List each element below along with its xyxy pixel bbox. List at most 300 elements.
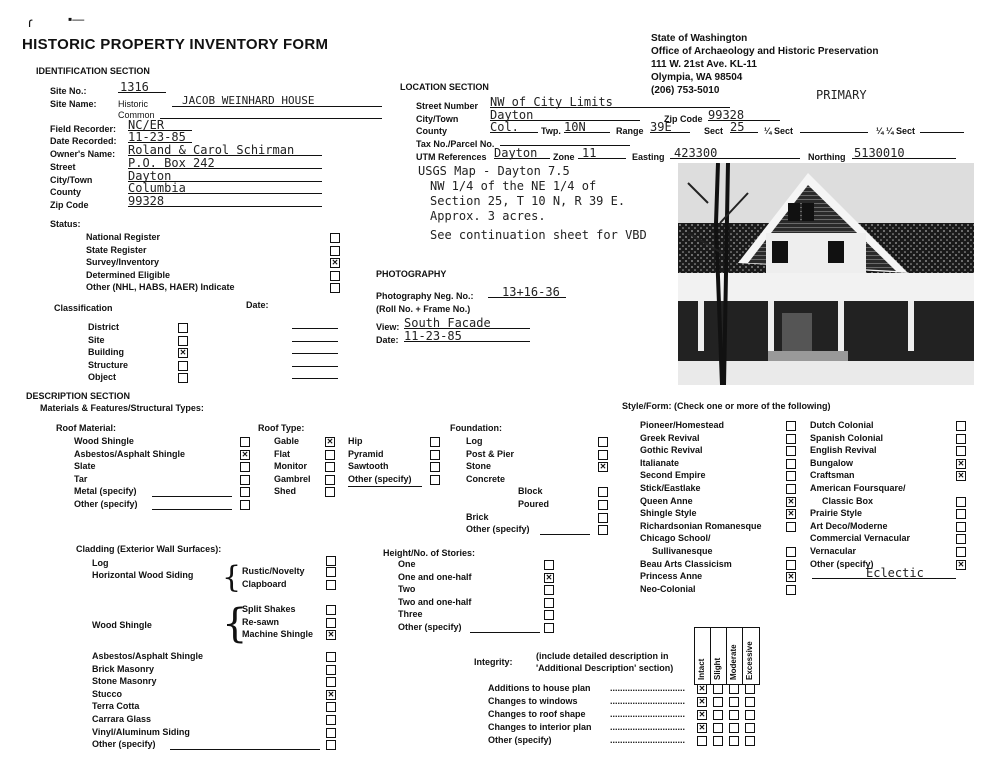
integrity-note-line: 'Additional Description' section) [536, 663, 674, 673]
loc-zip-value: 99328 [708, 108, 745, 122]
cladding-label: Carrara Glass [92, 714, 152, 724]
roof-type-checkbox[interactable] [430, 437, 440, 447]
classification-item-checkbox[interactable] [178, 336, 188, 346]
easting-line[interactable] [670, 146, 800, 159]
sect-value: 25 [730, 120, 745, 134]
foundation-checkbox[interactable] [598, 437, 608, 447]
classification-item-checkbox[interactable] [178, 348, 188, 358]
corner-dash: ▪— [68, 12, 85, 26]
roof-type-label: Hip [348, 436, 363, 446]
street-number-value: NW of City Limits [490, 95, 613, 109]
integrity-checkbox[interactable] [697, 684, 707, 694]
classification-item-checkbox[interactable] [178, 323, 188, 333]
utm-value: Dayton [494, 146, 538, 160]
integrity-checkbox[interactable] [713, 723, 723, 733]
tax-parcel-line[interactable] [500, 133, 630, 146]
style-checkbox[interactable] [956, 560, 966, 570]
classification-date-line[interactable] [292, 341, 338, 342]
style-checkbox[interactable] [786, 522, 796, 532]
style-checkbox[interactable] [956, 434, 966, 444]
style-checkbox[interactable] [786, 585, 796, 595]
integrity-col-header: Moderate [729, 644, 738, 680]
location-note-line: NW 1/4 of the NE 1/4 of [430, 179, 597, 193]
integrity-checkbox[interactable] [745, 684, 755, 694]
materials-title: Materials & Features/Structural Types: [40, 403, 204, 413]
style-label: Art Deco/Moderne [810, 520, 888, 531]
zone-label: Zone [553, 152, 575, 162]
status-item-label: State Register [86, 244, 147, 255]
cladding-label: Brick Masonry [92, 663, 155, 674]
status-title: Status: [50, 219, 81, 229]
foundation-label: Concrete [466, 473, 506, 484]
status-item-checkbox[interactable] [330, 246, 340, 256]
cladding-checkbox[interactable] [326, 652, 336, 662]
quarter-sect-line[interactable] [800, 120, 868, 133]
style-label: Queen Anne [640, 495, 693, 506]
owners-name-label: Owner's Name: [50, 149, 116, 159]
owner-county-value: Columbia [128, 181, 186, 195]
style-label: English Revival [810, 445, 877, 456]
easting-label: Easting [632, 152, 665, 162]
classification-item-label: District [88, 322, 120, 332]
foundation-label: Other (specify) [466, 524, 530, 535]
roof-type-specify-line[interactable] [348, 486, 422, 487]
range-value: 39E [650, 120, 672, 134]
cladding-ws-checkbox[interactable] [326, 630, 336, 640]
integrity-checkbox[interactable] [697, 697, 707, 707]
utm-label: UTM References [416, 152, 487, 162]
loc-county-label: County [416, 126, 447, 136]
cladding-hws-checkbox[interactable] [326, 567, 336, 577]
owners-name-value: Roland & Carol Schirman [128, 143, 295, 157]
cladding-ws-checkbox[interactable] [326, 605, 336, 615]
classification-date-line[interactable] [292, 366, 338, 367]
integrity-note [536, 650, 673, 674]
date-recorded-label: Date Recorded: [50, 136, 117, 146]
cladding-hws-label: Horizontal Wood Siding [92, 570, 194, 580]
roof-type-checkbox[interactable] [430, 450, 440, 460]
height-specify-line[interactable] [470, 632, 540, 633]
roof-material-checkbox[interactable] [240, 500, 250, 510]
height-label: Two [398, 584, 416, 595]
roof-type-checkbox[interactable] [430, 462, 440, 472]
house-photo [678, 163, 974, 385]
roof-type-label: Other (specify) [348, 473, 412, 484]
foundation-checkbox[interactable] [598, 487, 608, 497]
height-label: Two and one-half [398, 596, 472, 607]
roof-type-label: Pyramid [348, 448, 384, 459]
cladding-ws-label: Re-sawn [242, 616, 280, 627]
owner-zip-line[interactable] [128, 194, 322, 207]
street-line[interactable] [128, 156, 322, 169]
primary-stamp: PRIMARY [816, 88, 867, 102]
integrity-checkbox[interactable] [729, 723, 739, 733]
photo-view-line[interactable] [404, 316, 530, 329]
style-checkbox[interactable] [786, 484, 796, 494]
loc-zip-label: Zip Code [664, 114, 703, 124]
cladding-label: Stucco [92, 688, 123, 699]
roof-type-checkbox[interactable] [325, 450, 335, 460]
cladding-label: Terra Cotta [92, 701, 140, 712]
style-checkbox[interactable] [786, 459, 796, 469]
style-checkbox[interactable] [956, 522, 966, 532]
cladding-log-label: Log [92, 558, 109, 568]
integrity-checkbox[interactable] [697, 723, 707, 733]
foundation-label: Block [518, 486, 543, 497]
roof-type-title: Roof Type: [258, 423, 305, 433]
owner-county-label: County [50, 187, 81, 197]
status-item-label: Survey/Inventory [86, 257, 160, 268]
house-photo-svg [678, 163, 974, 385]
status-item-checkbox[interactable] [330, 233, 340, 243]
height-checkbox[interactable] [544, 585, 554, 595]
foundation-specify-line[interactable] [540, 534, 590, 535]
location-section-title: LOCATION SECTION [400, 82, 489, 92]
style-checkbox[interactable] [786, 509, 796, 519]
height-label: Three [398, 609, 423, 620]
style-checkbox[interactable] [956, 471, 966, 481]
status-item-label: Determined Eligible [86, 269, 171, 280]
cladding-checkbox[interactable] [326, 677, 336, 687]
quarter-sect-label: ¼ Sect [764, 126, 794, 136]
field-recorder-label: Field Recorder: [50, 124, 117, 134]
northing-label: Northing [808, 152, 846, 162]
integrity-checkbox[interactable] [745, 736, 755, 746]
photo-date-value: 11-23-85 [404, 329, 462, 343]
date-recorded-line[interactable] [128, 130, 192, 143]
cladding-ws-label: Split Shakes [242, 604, 296, 614]
dot-leader: .............................. [610, 683, 686, 693]
roof-material-specify-line[interactable] [152, 496, 232, 497]
cladding-checkbox[interactable] [326, 702, 336, 712]
style-label: Prairie Style [810, 508, 863, 519]
style-label: Bungalow [810, 457, 853, 468]
roof-material-checkbox[interactable] [240, 487, 250, 497]
cladding-ws-label: Machine Shingle [242, 629, 314, 640]
twp-value: 10N [564, 120, 586, 134]
loc-county-value: Col. [490, 120, 519, 134]
street-number-line[interactable] [490, 95, 730, 108]
style-label: Commercial Vernacular [810, 533, 911, 544]
photo-neg-label: Photography Neg. No.: [376, 291, 474, 301]
cladding-hws-label: Clapboard [242, 578, 287, 589]
integrity-checkbox[interactable] [745, 710, 755, 720]
style-label: Dutch Colonial [810, 420, 874, 430]
classification-date-line[interactable] [292, 353, 338, 354]
height-label: Other (specify) [398, 622, 462, 632]
classification-item-label: Site [88, 334, 105, 345]
agency-line: State of Washington [651, 33, 748, 44]
foundation-checkbox[interactable] [598, 462, 608, 472]
style-label: Second Empire [640, 470, 706, 481]
sect-label: Sect [704, 126, 724, 136]
northing-value: 5130010 [854, 146, 905, 160]
height-checkbox[interactable] [544, 623, 554, 633]
roof-type-label: Gambrel [274, 473, 311, 484]
quarter-quarter-sect-line[interactable] [920, 120, 964, 133]
cladding-hws-label: Rustic/Novelty [242, 566, 305, 576]
photo-date-line[interactable] [404, 329, 530, 342]
owner-city-label: City/Town [50, 175, 93, 185]
cladding-label: Vinyl/Aluminum Siding [92, 726, 190, 737]
owner-county-line[interactable] [128, 181, 322, 194]
integrity-checkbox[interactable] [713, 736, 723, 746]
site-no-label: Site No.: [50, 86, 87, 96]
common-name-line[interactable] [160, 106, 382, 119]
height-title: Height/No. of Stories: [383, 548, 475, 558]
style-label: Classic Box [822, 495, 874, 506]
identification-section-title: IDENTIFICATION SECTION [36, 66, 150, 76]
integrity-note-line: (include detailed description in [536, 651, 669, 661]
status-item-label: National Register [86, 232, 161, 242]
style-checkbox[interactable] [956, 547, 966, 557]
classification-item-label: Structure [88, 359, 129, 370]
loc-city-value: Dayton [490, 108, 534, 122]
street-value: P.O. Box 242 [128, 156, 215, 170]
roof-type-checkbox[interactable] [430, 475, 440, 485]
roof-type-checkbox[interactable] [325, 462, 335, 472]
foundation-label: Post & Pier [466, 448, 515, 459]
photo-view-value: South Facade [404, 316, 491, 330]
style-checkbox[interactable] [956, 421, 966, 431]
style-checkbox[interactable] [786, 572, 796, 582]
roof-material-checkbox[interactable] [240, 475, 250, 485]
roof-material-label: Slate [74, 461, 96, 472]
style-label: Other (specify) [810, 558, 874, 569]
integrity-checkbox[interactable] [713, 697, 723, 707]
integrity-row-label: Changes to roof shape [488, 709, 586, 719]
dot-leader: .............................. [610, 735, 686, 745]
photography-title: PHOTOGRAPHY [376, 269, 447, 279]
integrity-checkbox[interactable] [729, 736, 739, 746]
roof-material-label: Asbestos/Asphalt Shingle [74, 448, 186, 459]
style-checkbox[interactable] [956, 446, 966, 456]
sect-line[interactable] [730, 120, 758, 133]
classification-item-label: Building [88, 347, 124, 358]
integrity-row-label: Changes to interior plan [488, 722, 592, 732]
field-recorder-value: NC/ER [128, 118, 165, 132]
location-notes [418, 164, 625, 224]
style-label: American Foursquare/ [810, 483, 906, 493]
location-note-line: USGS Map - Dayton 7.5 [418, 164, 570, 178]
style-checkbox[interactable] [786, 547, 796, 557]
style-label: Neo-Colonial [640, 583, 696, 594]
style-label: Shingle Style [640, 508, 697, 519]
location-note-line: Section 25, T 10 N, R 39 E. [430, 194, 626, 208]
integrity-checkbox[interactable] [697, 736, 707, 746]
foundation-checkbox[interactable] [598, 450, 608, 460]
style-label: Pioneer/Homestead [640, 420, 725, 430]
style-checkbox[interactable] [956, 509, 966, 519]
cladding-checkbox[interactable] [326, 715, 336, 725]
integrity-checkbox[interactable] [729, 697, 739, 707]
site-no-value: 1316 [120, 80, 149, 94]
cladding-ws-label: Wood Shingle [92, 620, 152, 630]
utm-line[interactable] [494, 146, 550, 159]
brace-icon: { [222, 560, 242, 595]
site-name-label: Site Name: [50, 99, 97, 109]
photo-neg-value: 13+16-36 [502, 285, 560, 299]
integrity-row-label: Changes to windows [488, 696, 578, 706]
roof-type-label: Monitor [274, 461, 307, 472]
foundation-label: Poured [518, 499, 550, 509]
style-checkbox[interactable] [786, 434, 796, 444]
foundation-label: Log [466, 436, 483, 446]
easting-value: 423300 [674, 146, 718, 160]
style-label: Craftsman [810, 470, 855, 481]
cladding-specify-line[interactable] [170, 749, 320, 750]
foundation-checkbox[interactable] [598, 500, 608, 510]
style-checkbox[interactable] [786, 446, 796, 456]
foundation-label: Brick [466, 511, 489, 522]
roof-type-checkbox[interactable] [325, 437, 335, 447]
integrity-checkbox[interactable] [745, 697, 755, 707]
loc-county-line[interactable] [490, 120, 538, 133]
photo-roll-label: (Roll No. + Frame No.) [376, 304, 471, 314]
style-title: Style/Form: (Check one or more of the following) [622, 401, 831, 411]
foundation-checkbox[interactable] [598, 525, 608, 535]
cladding-checkbox[interactable] [326, 728, 336, 738]
cladding-checkbox[interactable] [326, 740, 336, 750]
integrity-checkbox[interactable] [713, 710, 723, 720]
status-item-checkbox[interactable] [330, 258, 340, 268]
twp-line[interactable] [564, 120, 610, 133]
street-label: Street [50, 162, 76, 172]
height-label: One and one-half [398, 571, 472, 582]
classification-item-label: Object [88, 372, 117, 383]
loc-city-label: City/Town [416, 114, 459, 124]
integrity-checkbox[interactable] [713, 684, 723, 694]
style-label: Gothic Revival [640, 445, 703, 456]
location-note-line: Approx. 3 acres. [430, 209, 546, 223]
style-label: Greek Revival [640, 432, 700, 443]
integrity-checkbox[interactable] [729, 710, 739, 720]
roof-material-label: Wood Shingle [74, 436, 134, 446]
continuation-note: See continuation sheet for VBD [430, 228, 647, 242]
integrity-checkbox[interactable] [745, 723, 755, 733]
quarter-quarter-sect-label: ¼ ¼ Sect [876, 126, 916, 136]
style-label: Italianate [640, 457, 680, 468]
historic-name-value: JACOB WEINHARD HOUSE [182, 94, 315, 107]
style-checkbox[interactable] [956, 534, 966, 544]
cladding-ws-checkbox[interactable] [326, 618, 336, 628]
style-label: Richardsonian Romanesque [640, 520, 762, 531]
height-checkbox[interactable] [544, 610, 554, 620]
status-item-checkbox[interactable] [330, 271, 340, 281]
style-checkbox[interactable] [956, 497, 966, 507]
style-other-line[interactable] [812, 566, 956, 579]
photo-view-label: View: [376, 322, 400, 332]
photo-neg-line[interactable] [488, 285, 566, 298]
roof-material-label: Tar [74, 473, 88, 484]
integrity-checkbox[interactable] [697, 710, 707, 720]
tax-parcel-label: Tax No./Parcel No. [416, 139, 495, 149]
owner-city-value: Dayton [128, 169, 172, 183]
integrity-row-label: Other (specify) [488, 735, 552, 745]
agency-line: 111 W. 21st Ave. KL-11 [651, 59, 757, 70]
cladding-label: Asbestos/Asphalt Shingle [92, 651, 204, 661]
cladding-log-checkbox[interactable] [326, 556, 336, 566]
agency-line: (206) 753-5010 [651, 85, 720, 96]
foundation-label: Stone [466, 461, 492, 472]
integrity-checkbox[interactable] [729, 684, 739, 694]
range-label: Range [616, 126, 644, 136]
style-checkbox[interactable] [786, 421, 796, 431]
integrity-col-header: Slight [713, 657, 722, 680]
owners-name-line[interactable] [128, 143, 322, 156]
range-line[interactable] [650, 120, 690, 133]
style-label: Chicago School/ [640, 533, 711, 544]
style-label: Spanish Colonial [810, 432, 884, 443]
cladding-label: Stone Masonry [92, 676, 157, 687]
agency-line: Olympia, WA 98504 [651, 72, 743, 83]
integrity-col-header: Excessive [745, 641, 754, 680]
northing-line[interactable] [852, 146, 956, 159]
height-checkbox[interactable] [544, 573, 554, 583]
owner-zip-label: Zip Code [50, 200, 89, 210]
cladding-hws-checkbox[interactable] [326, 580, 336, 590]
roof-material-label: Other (specify) [74, 499, 138, 509]
historic-label: Historic [118, 99, 149, 109]
roof-material-title: Roof Material: [56, 423, 117, 433]
site-no-line[interactable] [118, 80, 166, 93]
classification-date-line[interactable] [292, 378, 338, 379]
roof-material-checkbox[interactable] [240, 450, 250, 460]
classification-item-checkbox[interactable] [178, 373, 188, 383]
corner-mark: ɾ [28, 14, 33, 30]
style-checkbox[interactable] [786, 497, 796, 507]
style-label: Princess Anne [640, 571, 703, 582]
classification-date-line[interactable] [292, 328, 338, 329]
date-recorded-value: 11-23-85 [128, 130, 186, 144]
style-checkbox[interactable] [956, 459, 966, 469]
owner-zip-value: 99328 [128, 194, 165, 208]
zone-line[interactable] [578, 146, 626, 159]
roof-material-checkbox[interactable] [240, 437, 250, 447]
common-label: Common [118, 110, 155, 120]
roof-type-checkbox[interactable] [325, 487, 335, 497]
style-label: Vernacular [810, 546, 857, 556]
foundation-checkbox[interactable] [598, 513, 608, 523]
style-checkbox[interactable] [786, 560, 796, 570]
roof-type-label: Gable [274, 436, 300, 446]
roof-type-checkbox[interactable] [325, 475, 335, 485]
height-checkbox[interactable] [544, 560, 554, 570]
style-label: Stick/Eastlake [640, 483, 701, 493]
roof-material-label: Metal (specify) [74, 486, 137, 497]
roof-material-specify-line[interactable] [152, 509, 232, 510]
cladding-checkbox[interactable] [326, 665, 336, 675]
height-label: One [398, 559, 416, 569]
cladding-label: Other (specify) [92, 739, 156, 750]
style-label: Beau Arts Classicism [640, 558, 732, 569]
style-checkbox[interactable] [786, 471, 796, 481]
dot-leader: .............................. [610, 709, 686, 719]
height-checkbox[interactable] [544, 598, 554, 608]
twp-label: Twp. [541, 126, 561, 136]
dot-leader: .............................. [610, 722, 686, 732]
classification-item-checkbox[interactable] [178, 361, 188, 371]
style-label: Sullivanesque [652, 546, 713, 556]
status-item-checkbox[interactable] [330, 283, 340, 293]
roof-type-label: Shed [274, 486, 297, 497]
foundation-title: Foundation: [450, 423, 502, 433]
style-other-value: Eclectic [866, 566, 924, 580]
cladding-checkbox[interactable] [326, 690, 336, 700]
status-item-label: Other (NHL, HABS, HAER) Indicate [86, 282, 235, 293]
integrity-title: Integrity: [474, 657, 513, 667]
roof-material-checkbox[interactable] [240, 462, 250, 472]
